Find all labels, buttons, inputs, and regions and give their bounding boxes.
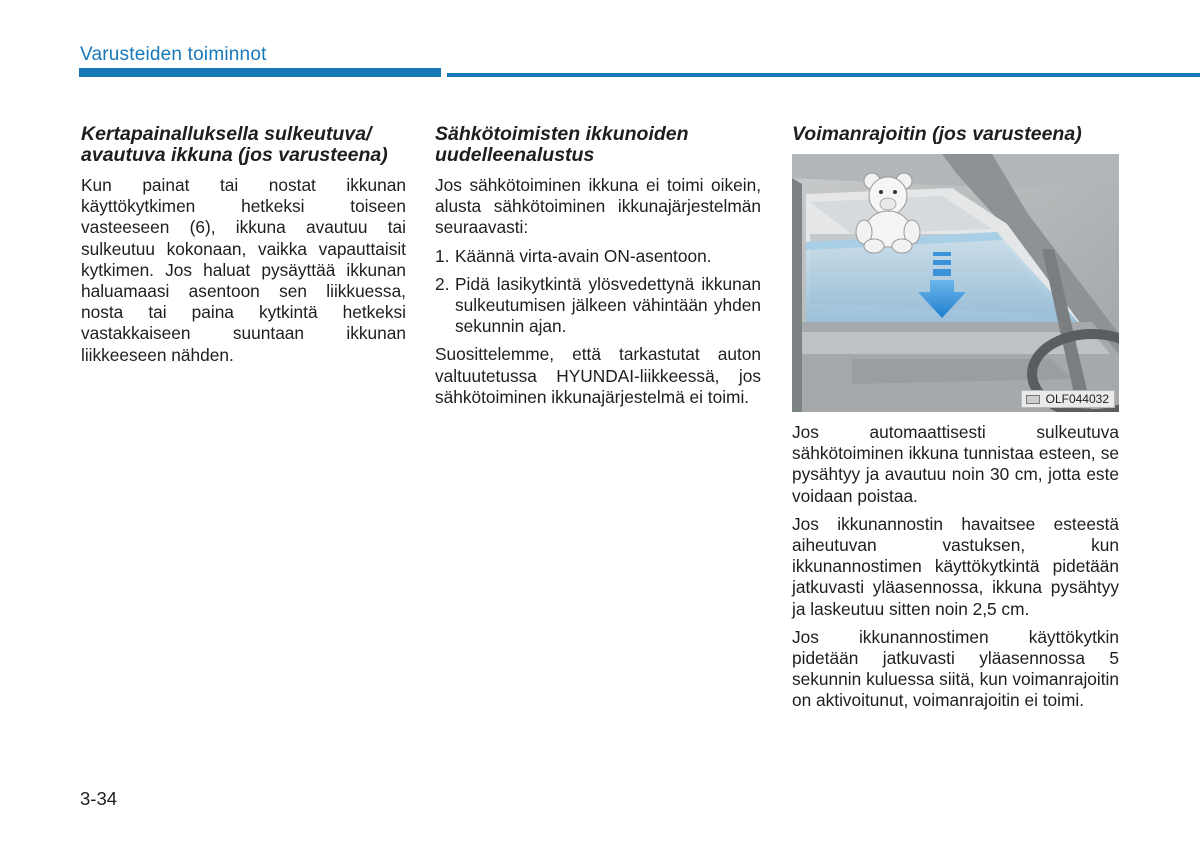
reset-steps: [435, 246, 761, 338]
page-number: 3-34: [80, 788, 118, 809]
step-number: 2.: [435, 273, 450, 294]
figure-code: OLF044032: [1045, 392, 1109, 406]
reset-note: Suosittelemme, että tarkastutat auton valtuutetussa HYUNDAI-liikkeessä, jos sähkötoiminen ikkunajärjestelmä ei toimi.: [435, 344, 761, 407]
reset-step: [435, 246, 761, 267]
limiter-paragraph: Jos ikkunannostin havaitsee esteestä aiheutuvan vastuksen, kun ikkunannostimen käyttökytkintä pidetään jatkuvasti yläasennossa, ikkuna pysähtyy ja laskeutuu sitten noin 2,5 cm.: [792, 513, 1119, 619]
limiter-paragraph: Jos automaattisesti sulkeutuva sähkötoiminen ikkuna tunnistaa esteen, se pysähtyy ja avautuu noin 30 cm, jotta este voidaan poistaa.: [792, 422, 1119, 506]
column-window-reset: [435, 124, 761, 415]
one-touch-heading: Kertapainalluksella sulkeutuva/ avautuva ikkuna (jos varusteena): [81, 123, 388, 166]
reset-heading: Sähkötoimisten ikkunoiden uudelleenalustus: [435, 123, 689, 166]
step-number: 1.: [435, 245, 450, 266]
window-illustration: [792, 154, 1119, 412]
column-force-limiter: [792, 124, 1119, 719]
figure-code-label: [1021, 390, 1115, 408]
limiter-paragraph: Jos ikkunannostimen käyttökytkin pidetään jatkuvasti yläasennossa 5 sekunnin kuluessa siitä, kun voimanrajoitin on aktivoitunut, voimanrajoitin ei toimi.: [792, 626, 1119, 711]
reset-step: [435, 274, 761, 338]
reset-intro: Jos sähkötoiminen ikkuna ei toimi oikein, alusta sähkötoiminen ikkunajärjestelmän seuraavasti:: [435, 175, 761, 238]
step-text: Pidä lasikytkintä ylösvedettynä ikkunan sulkeutumisen jälkeen vähintään yhden sekunnin ajan.: [455, 273, 761, 337]
header-rule-thin: [447, 73, 1200, 77]
figure-tag-icon: [1026, 395, 1040, 404]
one-touch-paragraph: Kun painat tai nostat ikkunan käyttökytkimen hetkeksi toiseen vasteeseen (6), ikkuna avautuu tai sulkeutuu kokonaan, vaikka vapauttaisit kytkimen. Jos haluat pysäyttää ikkunan haluamaasi asentoon sen liikkuessa, nosta tai paina kytkintä hetkeksi vastakkaiseen suuntaan ikkunan liikkeeseen nähden.: [81, 175, 406, 365]
column-one-touch-window: [81, 124, 406, 373]
header-rule-thick: [79, 68, 441, 77]
window-obstacle-drawing: [792, 154, 1119, 412]
section-title: Varusteiden toiminnot: [80, 44, 267, 65]
step-text: Käännä virta-avain ON-asentoon.: [455, 245, 712, 266]
limiter-heading: Voimanrajoitin (jos varusteena): [792, 123, 1082, 145]
